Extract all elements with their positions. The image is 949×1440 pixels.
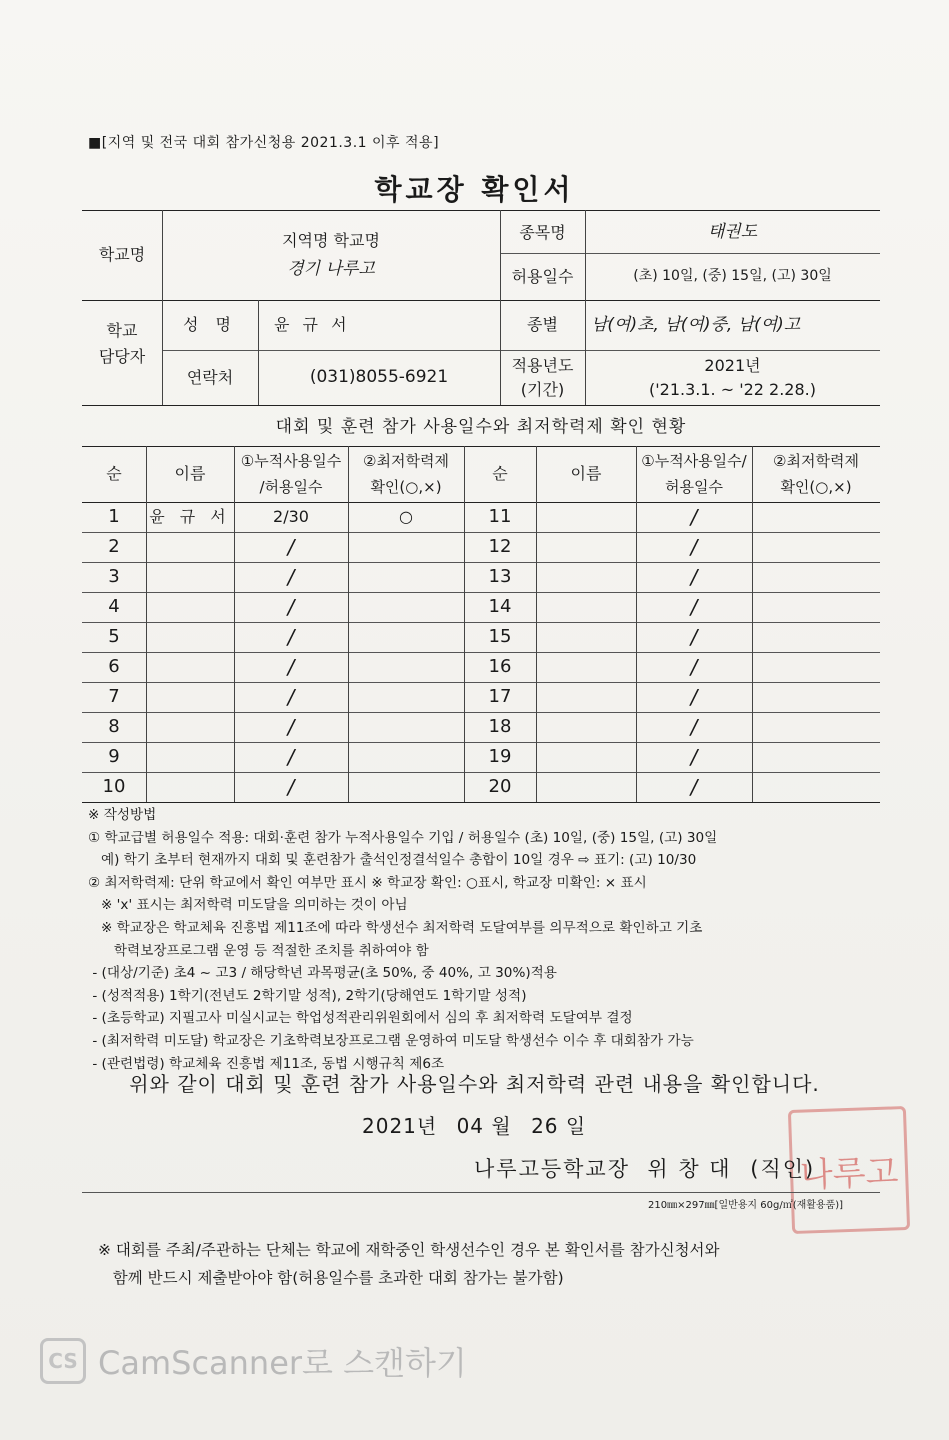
cell-check bbox=[348, 592, 464, 622]
footer-line: 함께 반드시 제출받아야 함(허용일수를 초과한 대회 참가는 불가함) bbox=[98, 1269, 564, 1287]
instruction-line: - (관련법령) 학교체육 진흥법 제11조, 동법 시행규칙 제6조 bbox=[88, 1055, 445, 1072]
instruction-line: ※ 'x' 표시는 최저학력 미도달을 의미하는 것이 아님 bbox=[88, 897, 408, 914]
cell-name bbox=[536, 772, 636, 802]
header-days: /허용일수 bbox=[259, 478, 323, 497]
cell-days: / bbox=[287, 655, 295, 679]
event-label: 종목명 bbox=[519, 222, 566, 242]
cell-name bbox=[146, 742, 234, 772]
cell-no: 12 bbox=[488, 536, 512, 558]
confirmation-text: 위와 같이 대회 및 훈련 참가 사용일수와 최저학력 관련 내용을 확인합니다. bbox=[129, 1072, 820, 1096]
cell-days: / bbox=[690, 505, 698, 529]
stamp-text: 나루고 bbox=[799, 1151, 900, 1196]
watermark-text: CamScanner로 스캔하기 bbox=[98, 1344, 467, 1382]
cell-name bbox=[146, 532, 234, 562]
event-value: 태권도 bbox=[707, 222, 758, 243]
cell-name bbox=[536, 652, 636, 682]
cell-name bbox=[536, 712, 636, 742]
cell-no: 6 bbox=[108, 656, 120, 678]
footer-note bbox=[98, 1236, 719, 1292]
cell-no: 9 bbox=[108, 746, 120, 768]
cell-check bbox=[348, 682, 464, 712]
cell-days: / bbox=[287, 565, 295, 589]
header-name: 이름 bbox=[174, 463, 206, 483]
cell-name: 윤 규 서 bbox=[149, 506, 231, 526]
instruction-line: ※ 학교장은 학교체육 진흥법 제11조에 따라 학생선수 최저학력 도달여부를 의무적으로 확인하고 기초 bbox=[88, 919, 703, 936]
issue-date bbox=[362, 1110, 598, 1139]
paper-spec: 210㎜×297㎜[일반용지 60g/㎡(재활용품)] bbox=[648, 1200, 844, 1211]
cell-no: 7 bbox=[108, 686, 120, 708]
year-label: (기간) bbox=[520, 380, 565, 400]
cell-name bbox=[536, 682, 636, 712]
seal-label: (직인) bbox=[750, 1157, 816, 1181]
gender-value: 남(여)초, 남(여)중, 남(여)고 bbox=[591, 314, 801, 335]
instruction-line: ② 최저학력제: 단위 학교에서 확인 여부만 표시 ※ 학교장 확인: ○표시, 학교장 미확인: × 표시 bbox=[88, 874, 647, 891]
cell-no: 8 bbox=[108, 716, 120, 738]
header-name: 이름 bbox=[570, 463, 602, 483]
camscanner-watermark bbox=[40, 1338, 467, 1384]
instruction-line: - (대상/기준) 초4 ~ 고3 / 해당학년 과목평균(초 50%, 중 40%, 고 30%)적용 bbox=[88, 965, 557, 982]
cell-days: / bbox=[690, 565, 698, 589]
cell-check bbox=[348, 622, 464, 652]
table-caption: 대회 및 훈련 참가 사용일수와 최저학력제 확인 현황 bbox=[275, 416, 687, 437]
header-no: 순 bbox=[106, 463, 122, 483]
info-top-border bbox=[82, 210, 880, 211]
allowed-days-label: 허용일수 bbox=[511, 266, 574, 286]
period-value: ('21.3.1. ~ '22 2.28.) bbox=[649, 380, 816, 400]
allowed-days-value: (초) 10일, (중) 15일, (고) 30일 bbox=[633, 268, 832, 285]
cell-name bbox=[146, 772, 234, 802]
school-sub-label: 지역명 학교명 bbox=[282, 231, 380, 251]
cell-days: / bbox=[690, 595, 698, 619]
cell-check bbox=[348, 772, 464, 802]
cell-days: / bbox=[690, 625, 698, 649]
cell-days: / bbox=[690, 745, 698, 769]
instruction-line: 학력보장프로그램 운영 등 적절한 조치를 취하여야 함 bbox=[88, 942, 429, 959]
cell-name bbox=[536, 742, 636, 772]
date-day: 26 일 bbox=[531, 1114, 587, 1138]
cell-check bbox=[752, 622, 880, 652]
school-name: 경기 나루고 bbox=[287, 258, 375, 279]
header-days: 허용일수 bbox=[665, 478, 723, 497]
principal-name: 나루고등학교장 위 창 대 bbox=[474, 1157, 732, 1181]
date-year: 2021년 bbox=[362, 1114, 438, 1138]
instructions bbox=[88, 804, 888, 1075]
cell-check bbox=[348, 562, 464, 592]
cell-name bbox=[146, 622, 234, 652]
contact-value: (031)8055-6921 bbox=[309, 367, 449, 388]
cell-days: / bbox=[690, 655, 698, 679]
cell-days: / bbox=[287, 625, 295, 649]
cell-no: 3 bbox=[108, 566, 120, 588]
header-days: ①누적사용일수/ bbox=[641, 452, 747, 471]
cell-days: / bbox=[690, 715, 698, 739]
cell-days: / bbox=[287, 685, 295, 709]
cell-days: / bbox=[287, 535, 295, 559]
cell-no: 13 bbox=[488, 566, 512, 588]
cell-check bbox=[752, 562, 880, 592]
cell-no: 1 bbox=[108, 506, 120, 528]
cell-check: ○ bbox=[399, 506, 413, 526]
instruction-line: ※ 작성방법 bbox=[88, 807, 157, 823]
cell-days: / bbox=[690, 535, 698, 559]
year-value: 2021년 bbox=[704, 356, 761, 376]
year-label: 적용년도 bbox=[511, 356, 574, 376]
cell-name bbox=[146, 592, 234, 622]
instruction-line: - (최저학력 미도달) 학교장은 기초학력보장프로그램 운영하여 미도달 학생선수 이수 후 대회참가 가능 bbox=[88, 1032, 694, 1049]
header-check: 확인(○,×) bbox=[370, 478, 442, 497]
cell-check bbox=[752, 772, 880, 802]
manager-name: 윤 규 서 bbox=[274, 315, 351, 335]
cell-days: / bbox=[287, 715, 295, 739]
info-bottom-border bbox=[82, 405, 880, 406]
cell-days: / bbox=[287, 595, 295, 619]
cell-check bbox=[348, 532, 464, 562]
cell-days: / bbox=[690, 685, 698, 709]
cell-check bbox=[752, 742, 880, 772]
cell-no: 11 bbox=[488, 506, 512, 528]
cell-check bbox=[348, 652, 464, 682]
date-month: 04 월 bbox=[456, 1114, 512, 1138]
instruction-line: - (초등학교) 지필고사 미실시교는 학업성적관리위원회에서 심의 후 최저학력 도달여부 결정 bbox=[88, 1010, 633, 1027]
cell-no: 10 bbox=[102, 776, 126, 798]
manager-label: 학교 bbox=[106, 321, 138, 341]
cell-no: 14 bbox=[488, 596, 512, 618]
cell-check bbox=[752, 592, 880, 622]
footer-line: ※ 대회를 주최/주관하는 단체는 학교에 재학중인 학생선수인 경우 본 확인서를 참가신청서와 bbox=[98, 1241, 720, 1259]
cell-no: 17 bbox=[488, 686, 512, 708]
header-no: 순 bbox=[492, 463, 508, 483]
cell-no: 2 bbox=[108, 536, 120, 558]
cell-days: / bbox=[690, 775, 698, 799]
instruction-line: - (성적적용) 1학기(전년도 2학기말 성적), 2학기(당해연도 1학기말 성적) bbox=[88, 987, 527, 1004]
cell-no: 15 bbox=[488, 626, 512, 648]
manager-label: 담당자 bbox=[98, 347, 146, 367]
cell-days: 2/30 bbox=[273, 506, 309, 526]
camscanner-logo-icon: CS bbox=[40, 1338, 86, 1384]
cell-name bbox=[536, 592, 636, 622]
cell-name bbox=[536, 622, 636, 652]
cell-no: 5 bbox=[108, 626, 120, 648]
cell-check bbox=[752, 532, 880, 562]
cell-no: 18 bbox=[488, 716, 512, 738]
cell-name bbox=[146, 712, 234, 742]
table-bottom-border bbox=[82, 802, 880, 803]
school-label: 학교명 bbox=[98, 245, 146, 265]
cell-name bbox=[536, 562, 636, 592]
header-check: ②최저학력제 bbox=[773, 452, 859, 471]
principal-signature bbox=[474, 1153, 815, 1183]
instruction-line: 예) 학기 초부터 현재까지 대회 및 훈련참가 출석인정결석일수 총합이 10일 경우 ⇨ 표기: (고) 10/30 bbox=[88, 852, 697, 869]
name-label: 성 명 bbox=[183, 315, 237, 335]
footer-divider bbox=[82, 1192, 880, 1193]
cell-check bbox=[752, 712, 880, 742]
cell-no: 20 bbox=[488, 776, 512, 798]
header-check: ②최저학력제 bbox=[363, 452, 449, 471]
cell-check bbox=[752, 502, 880, 532]
contact-label: 연락처 bbox=[186, 367, 234, 387]
cell-days: / bbox=[287, 745, 295, 769]
cell-name bbox=[146, 682, 234, 712]
page-title: 학교장 확인서 bbox=[374, 173, 575, 206]
cell-name bbox=[536, 532, 636, 562]
header-days: ①누적사용일수 bbox=[240, 452, 342, 471]
cell-name bbox=[536, 502, 636, 532]
cell-check bbox=[348, 742, 464, 772]
instruction-line: ① 학교급별 허용일수 적용: 대회·훈련 참가 누적사용일수 기입 / 허용일수 (초) 10일, (중) 15일, (고) 30일 bbox=[88, 829, 718, 846]
cell-name bbox=[146, 652, 234, 682]
usage-note: ■[지역 및 전국 대회 참가신청용 2021.3.1 이후 적용] bbox=[88, 135, 440, 151]
cell-check bbox=[752, 652, 880, 682]
cell-check bbox=[752, 682, 880, 712]
cell-check bbox=[348, 712, 464, 742]
header-check: 확인(○,×) bbox=[780, 478, 852, 497]
cell-no: 4 bbox=[108, 596, 120, 618]
cell-name bbox=[146, 562, 234, 592]
cell-no: 19 bbox=[488, 746, 512, 768]
cell-no: 16 bbox=[488, 656, 512, 678]
cell-days: / bbox=[287, 775, 295, 799]
gender-label: 종별 bbox=[527, 315, 558, 335]
